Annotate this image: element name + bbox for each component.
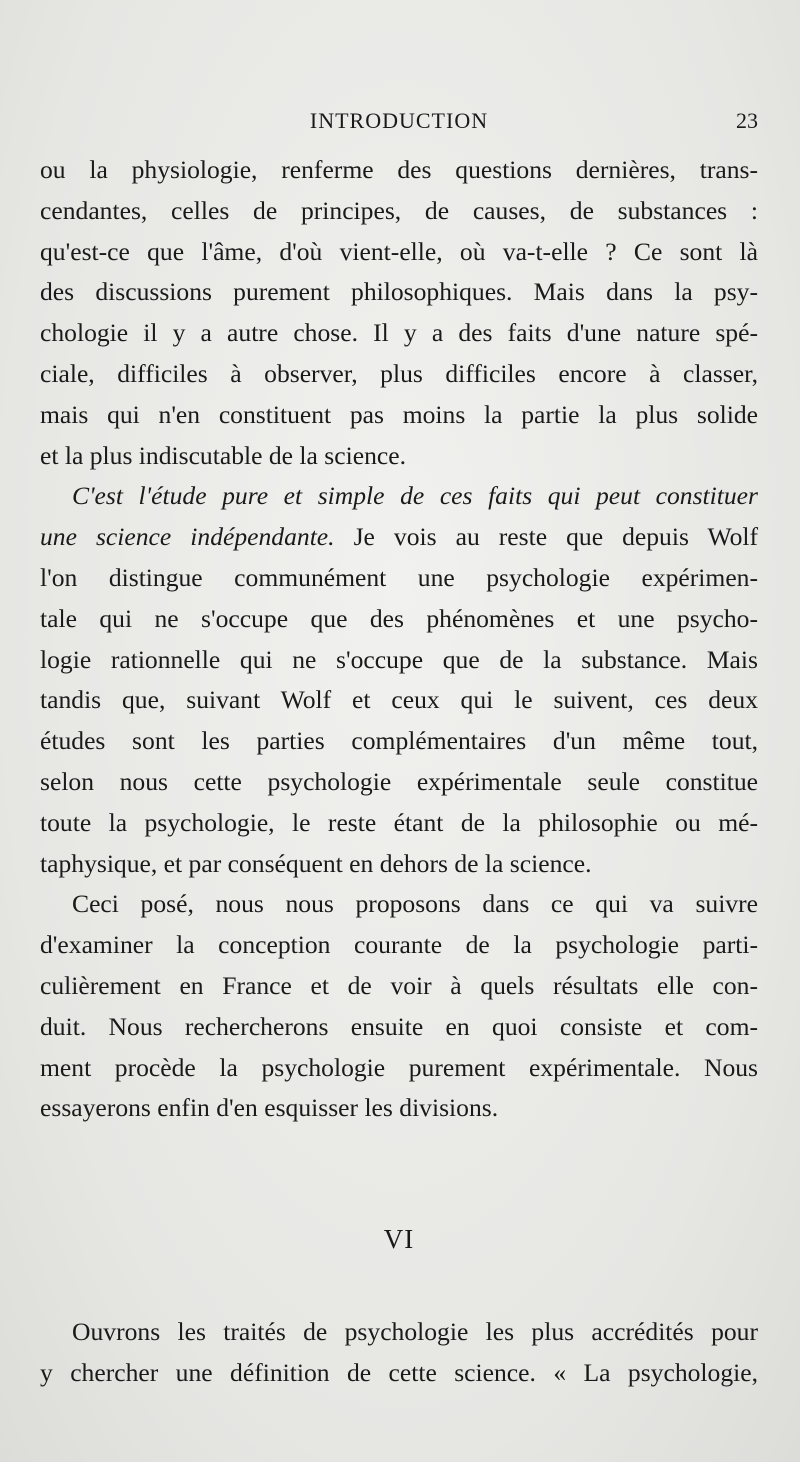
paragraph-3 (40, 884, 758, 1129)
text-line: et la plus indiscutable de la science. (40, 440, 406, 470)
text-line: d'examiner la conception courante de la psychologie parti- (40, 930, 758, 960)
text-line: mais qui n'en constituent pas moins la partie la plus solide (40, 399, 758, 429)
running-title: INTRODUCTION (309, 108, 489, 133)
text-line: culièrement en France et de voir à quels résultats elle con- (40, 970, 758, 1000)
text-line: taphysique, et par conséquent en dehors de la science. (40, 848, 592, 878)
text-line: Ceci posé, nous nous proposons dans ce qui va suivre (72, 889, 758, 919)
text-line: ou la physiologie, renferme des questions dernières, trans- (40, 155, 758, 184)
text-line: toute la psychologie, le reste étant de la philosophie ou mé- (40, 807, 758, 837)
text-line: y chercher une définition de cette science. « La psychologie, (40, 1357, 758, 1387)
text-phrase: Je vois au reste que depuis Wolf (334, 522, 758, 552)
text-line: Ouvrons les traités de psychologie les plus accrédités pour (72, 1316, 758, 1346)
section-gap (40, 1260, 758, 1312)
text-line: essayerons enfin d'en esquisser les divisions. (40, 1093, 499, 1123)
paragraph-4 (40, 1312, 758, 1394)
italic-phrase: une science indépendante. (40, 522, 335, 552)
text-line-mixed (40, 517, 758, 558)
text-line: logie rationnelle qui ne s'occupe que de la substance. Mais (40, 644, 758, 674)
body-text (40, 150, 758, 1394)
section-number: VI (383, 1224, 415, 1255)
text-line: chologie il y a autre chose. Il y a des faits d'une nature spé- (40, 318, 758, 348)
text-line: des discussions purement philosophiques. Mais dans la psy- (40, 277, 758, 307)
text-line: qu'est-ce que l'âme, d'où vient-elle, où va-t-elle ? Ce sont là (40, 236, 758, 266)
paragraph-2 (40, 476, 758, 884)
text-line: études sont les parties complémentaires d'un même tout, (40, 726, 758, 756)
text-line-italic: C'est l'étude pure et simple de ces faits qui peut constituer (72, 481, 758, 511)
text-line: tandis que, suivant Wolf et ceux qui le suivent, ces deux (40, 685, 758, 715)
text-line: l'on distingue communément une psychologie expérimen- (40, 562, 758, 592)
text-line: tale qui ne s'occupe que des phénomènes et une psycho- (40, 603, 758, 633)
text-line: ciale, difficiles à observer, plus difficiles encore à classer, (40, 358, 758, 388)
page-number: 23 (736, 108, 758, 133)
running-head (40, 108, 758, 138)
paragraph-1 (40, 150, 758, 476)
text-line: selon nous cette psychologie expérimentale seule constitue (40, 766, 758, 796)
text-line: duit. Nous rechercherons ensuite en quoi consiste et com- (40, 1011, 758, 1041)
text-line: ment procède la psychologie purement expérimentale. Nous (40, 1052, 758, 1082)
text-line: cendantes, celles de principes, de causes, de substances : (40, 195, 758, 225)
section-gap (40, 1129, 758, 1219)
